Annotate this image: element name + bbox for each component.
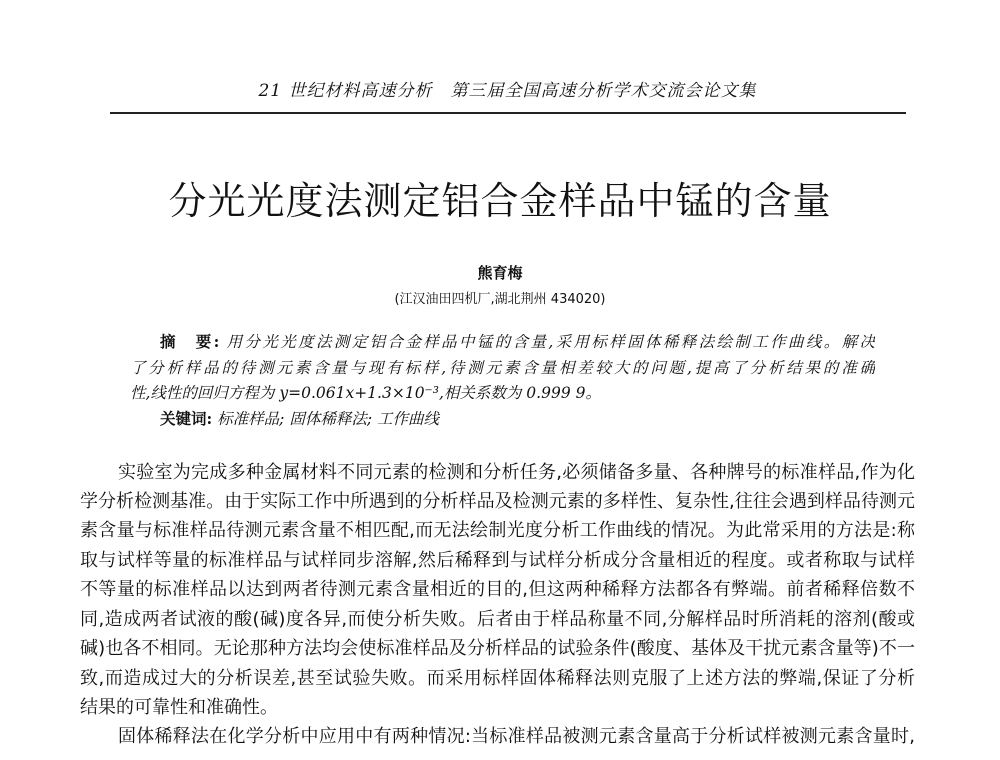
body-line: 素含量与标准样品待测元素含量不相匹配,而无法绘制光度分析工作曲线的情况。为此常采用的方法是:称	[80, 520, 915, 541]
body-line: 不等量的标准样品以达到两者待测元素含量相近的目的,但这两种稀释方法都各有弊端。前者稀释倍数不	[80, 579, 915, 600]
body-line: 致,而造成过大的分析误差,甚至试验失败。而采用标样固体稀释法则克服了上述方法的弊端,保证了分析	[80, 668, 915, 689]
body-line: 取与试样等量的标准样品与试样同步溶解,然后稀释到与试样分析成分含量相近的程度。或者称取与试样	[80, 550, 915, 571]
abstract-line	[160, 330, 875, 355]
header-rule	[110, 112, 906, 114]
affiliation: (江汉油田四机厂,湖北荆州 434020)	[394, 292, 606, 307]
author: 熊育梅	[477, 264, 523, 282]
body-line: 结果的可靠性和准确性。	[80, 697, 278, 718]
abstract-line: 了分析样品的待测元素含量与现有标样,待测元素含量相差较大的问题,提高了分析结果的准确	[130, 359, 875, 377]
body-line: 固体稀释法在化学分析中应用中有两种情况:当标准样品被测元素含量高于分析试样被测元素含量时,	[118, 726, 915, 747]
abstract-line: 性,线性的回归方程为 y=0.061x+1.3×10⁻³,相关系数为 0.999 9。	[130, 384, 601, 402]
abstract-text: 用分光光度法测定铝合金样品中锰的含量,采用标样固体稀释法绘制工作曲线。解决	[226, 333, 875, 351]
body-line: 实验室为完成多种金属材料不同元素的检测和分析任务,必须储备多量、各种牌号的标准样品,作为化	[118, 462, 915, 483]
body-line: 学分析检测基准。由于实际工作中所遇到的分析样品及检测元素的多样性、复杂性,往往会遇到样品待测元	[80, 491, 915, 512]
abstract-label: 摘 要:	[160, 332, 220, 351]
paper-title: 分光光度法测定铝合金样品中锰的含量	[168, 179, 832, 223]
body-line: 同,造成两者试液的酸(碱)度各异,而使分析失败。后者由于样品称量不同,分解样品时所消耗的溶剂(酸或	[80, 609, 915, 630]
keywords-text: 标准样品; 固体稀释法; 工作曲线	[217, 410, 439, 428]
keywords-label: 关键词:	[160, 409, 213, 428]
keywords-line	[160, 407, 560, 432]
body-line: 碱)也各不相同。无论那种方法均会使标准样品及分析样品的试验条件(酸度、基体及干扰元素含量等)不一	[80, 638, 915, 659]
running-header: 21 世纪材料高速分析 第三届全国高速分析学术交流会论文集	[258, 81, 757, 101]
